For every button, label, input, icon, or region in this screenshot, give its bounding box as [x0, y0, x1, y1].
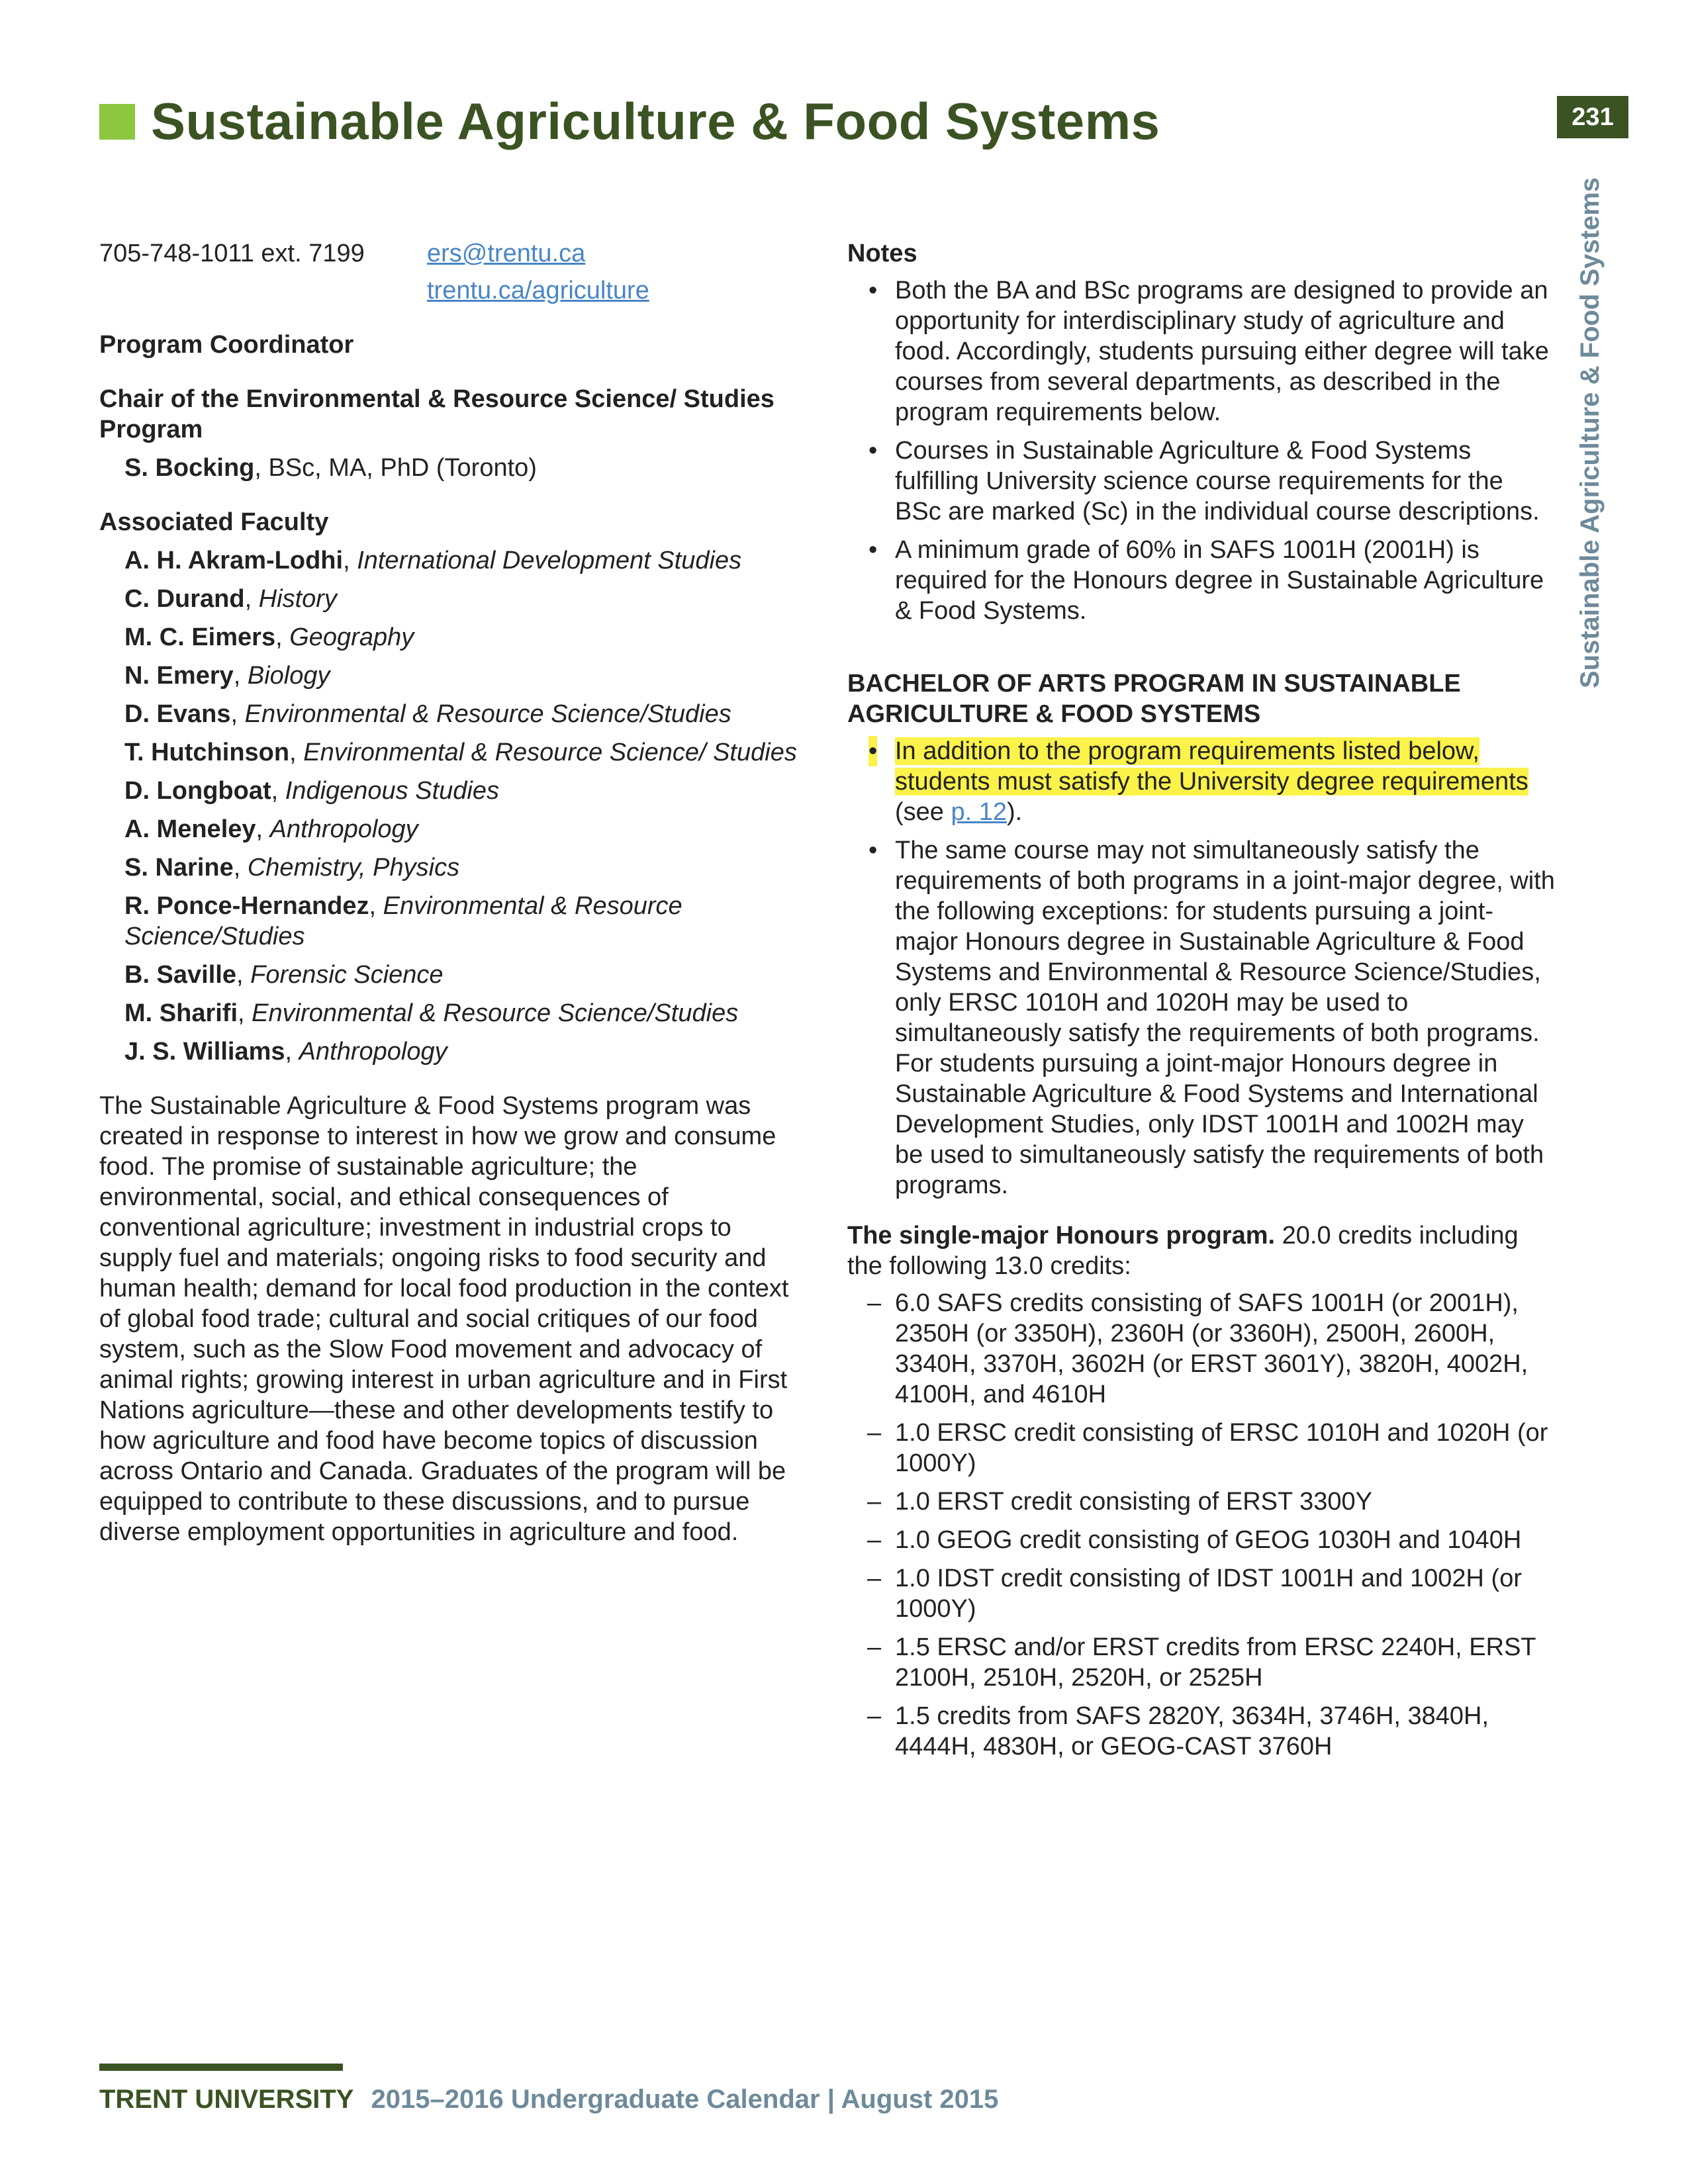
notes-heading: Notes: [847, 240, 917, 267]
coordinator-role: Chair of the Environmental & Resource Science/ Studies Program: [99, 385, 774, 443]
list-item: [847, 1701, 1556, 1762]
faculty-department: Environmental & Resource Science/ Studies: [303, 739, 797, 766]
requirement-text: 1.0 GEOG credit consisting of GEOG 1030H and 1040H: [895, 1526, 1522, 1554]
faculty-separator: ,: [230, 700, 245, 728]
faculty-member: [99, 737, 801, 768]
bullet-icon: •: [868, 277, 878, 304]
faculty-member: [99, 699, 801, 729]
faculty-name: A. Meneley: [124, 815, 256, 843]
ba-program-heading: BACHELOR OF ARTS PROGRAM IN SUSTAINABLE AGRICULTURE & FOOD SYSTEMS: [847, 670, 1461, 728]
website-link[interactable]: trentu.ca/agriculture: [427, 277, 649, 304]
faculty-department: Environmental & Resource Science/Studies: [244, 700, 731, 728]
list-item: [847, 1563, 1556, 1624]
faculty-member: [99, 622, 801, 653]
faculty-member: [99, 998, 801, 1028]
faculty-department: Chemistry, Physics: [247, 854, 460, 882]
list-item: [847, 1632, 1556, 1693]
faculty-member: [99, 852, 801, 883]
faculty-list: [99, 545, 801, 1067]
faculty-department: Anthropology: [269, 815, 418, 843]
faculty-department: Forensic Science: [250, 961, 444, 989]
faculty-name: M. Sharifi: [124, 999, 238, 1027]
page-title-text: Sustainable Agriculture & Food Systems: [151, 92, 1160, 150]
honours-credits: 20.0 credits including the following 13.0 credits:: [847, 1222, 1519, 1280]
list-item: [847, 535, 1556, 626]
contact-phone: 705-748-1011 ext. 7199: [99, 240, 365, 267]
faculty-name: S. Narine: [124, 854, 234, 882]
program-intro: The Sustainable Agriculture & Food Systems program was created in response to interest in how we grow and consume food. The promise of sustainable agriculture; the environmental, social, and ethical consequences of conventional agriculture; investment in industrial crops to supply fuel and materials; ongoing risks to food security and human health; demand for local food production in the context of global food trade; cultural and social critiques of our food system, such as the Slow Food movement and advocacy of animal rights; growing interest in urban agriculture and in First Nations agriculture—these and other developments testify to how agriculture and food have become topics of discussion across Ontario and Canada. Graduates of the program will be equipped to contribute to these discussions, and to pursue diverse employment opportunities in agriculture and food.: [99, 1092, 789, 1546]
list-item: [847, 835, 1556, 1201]
faculty-separator: ,: [275, 623, 290, 651]
list-item: [847, 275, 1556, 428]
see-prefix: (see: [895, 798, 951, 826]
faculty-department: Anthropology: [299, 1038, 447, 1066]
faculty-member: [99, 814, 801, 844]
faculty-separator: ,: [244, 585, 259, 613]
list-item: [847, 435, 1556, 527]
joint-major-rule: The same course may not simultaneously satisfy the requirements of both programs in a joint-major degree, with the following exceptions: for students pursuing a joint-major Honours degree in Sustainable Agriculture & Food Systems and Environmental & Resource Science/Studies, only ERSC 1010H and 1020H may be used to simultaneously satisfy the requirements of both programs. For students pursuing a joint-major Honours degree in Sustainable Agriculture & Food Systems and International Development Studies, only IDST 1001H and 1002H may be used to simultaneously satisfy the requirements of both programs.: [895, 837, 1555, 1199]
bullet-icon: •: [868, 437, 878, 465]
faculty-department: International Development Studies: [357, 547, 742, 574]
faculty-department: Indigenous Studies: [285, 777, 499, 805]
dash-icon: –: [867, 1633, 882, 1661]
faculty-member: [99, 660, 801, 691]
ba-program-list: [847, 736, 1556, 1201]
requirement-text: 1.0 ERST credit consisting of ERST 3300Y: [895, 1488, 1372, 1516]
faculty-department: Biology: [247, 662, 330, 690]
dash-icon: –: [867, 1702, 882, 1730]
coordinator-credentials: , BSc, MA, PhD (Toronto): [254, 454, 537, 482]
left-column: [99, 238, 801, 1547]
bullet-icon: •: [868, 536, 878, 564]
faculty-department: Geography: [289, 623, 414, 651]
faculty-heading: Associated Faculty: [99, 508, 329, 536]
faculty-member: [99, 584, 801, 614]
page-title: [99, 91, 1160, 152]
contact-row: [99, 238, 801, 306]
contact-links: [427, 238, 649, 306]
faculty-separator: ,: [271, 777, 285, 805]
faculty-name: D. Longboat: [124, 777, 271, 805]
footer-calendar: 2015–2016 Undergraduate Calendar | August 2015: [371, 2085, 999, 2114]
faculty-member: [99, 960, 801, 990]
faculty-member: [99, 776, 801, 806]
faculty-member: [99, 1036, 801, 1067]
list-item: [847, 1525, 1556, 1555]
requirement-text: 1.5 ERSC and/or ERST credits from ERSC 2240H, ERST 2100H, 2510H, 2520H, or 2525H: [895, 1633, 1536, 1692]
right-column: [847, 238, 1556, 1770]
honours-intro: [847, 1220, 1556, 1281]
notes-list: [847, 275, 1556, 626]
faculty-name: N. Emery: [124, 662, 234, 690]
note-text: Both the BA and BSc programs are designed to provide an opportunity for interdisciplinary study of agriculture and food. Accordingly, students pursuing either degree will take courses from several departments, as described in the program requirements below.: [895, 277, 1549, 426]
highlighted-requirement: In addition to the program requirements listed below, students must satisfy the University degree requirements: [895, 737, 1528, 796]
requirement-text: 1.0 ERSC credit consisting of ERSC 1010H and 1020H (or 1000Y): [895, 1419, 1548, 1477]
requirement-text: 1.0 IDST credit consisting of IDST 1001H and 1002H (or 1000Y): [895, 1565, 1522, 1623]
requirement-text: 1.5 credits from SAFS 2820Y, 3634H, 3746H, 3840H, 4444H, 4830H, or GEOG-CAST 3760H: [895, 1702, 1489, 1760]
dash-icon: –: [867, 1526, 882, 1554]
list-item: [847, 1486, 1556, 1517]
list-item: [847, 1418, 1556, 1479]
page-number: 231: [1557, 96, 1628, 138]
side-title: Sustainable Agriculture & Food Systems: [1575, 177, 1605, 688]
bullet-icon: •: [868, 737, 878, 765]
faculty-member: [99, 891, 801, 952]
bullet-icon: •: [868, 837, 878, 864]
coordinator-entry: [99, 453, 801, 483]
honours-label: The single-major Honours program.: [847, 1222, 1276, 1250]
coordinator-heading: Program Coordinator: [99, 331, 354, 359]
note-text: A minimum grade of 60% in SAFS 1001H (2001H) is required for the Honours degree in Sustainable Agriculture & Food Systems.: [895, 536, 1544, 625]
faculty-separator: ,: [369, 892, 383, 920]
faculty-member: [99, 545, 801, 576]
faculty-separator: ,: [285, 1038, 299, 1066]
faculty-name: J. S. Williams: [124, 1038, 285, 1066]
faculty-separator: ,: [256, 815, 270, 843]
honours-list: [847, 1288, 1556, 1762]
faculty-separator: ,: [236, 961, 251, 989]
footer-rule: [99, 2064, 343, 2071]
title-square-icon: [99, 104, 135, 140]
faculty-separator: ,: [289, 739, 304, 766]
list-item: [847, 1288, 1556, 1410]
faculty-name: B. Saville: [124, 961, 236, 989]
faculty-department: Environmental & Resource Science/Studies: [252, 999, 739, 1027]
list-item: [847, 736, 1556, 827]
faculty-separator: ,: [233, 662, 248, 690]
faculty-department: Environmental & Resource Science/Studies: [124, 892, 682, 950]
faculty-name: T. Hutchinson: [124, 739, 290, 766]
see-suffix: ).: [1007, 798, 1023, 826]
email-link[interactable]: ers@trentu.ca: [427, 240, 586, 267]
faculty-department: History: [258, 585, 337, 613]
page-reference-link[interactable]: p. 12: [951, 798, 1008, 826]
faculty-name: A. H. Akram-Lodhi: [124, 547, 344, 574]
note-text: Courses in Sustainable Agriculture & Food Systems fulfilling University science course requirements for the BSc are marked (Sc) in the individual course descriptions.: [895, 437, 1540, 525]
footer-university: TRENT UNIVERSITY: [99, 2085, 354, 2114]
faculty-separator: ,: [233, 854, 248, 882]
faculty-separator: ,: [238, 999, 252, 1027]
requirement-text: 6.0 SAFS credits consisting of SAFS 1001H (or 2001H), 2350H (or 3350H), 2360H (or 3360H), 2500H, 2600H, 3340H, 3370H, 3602H (or ERST 3601Y), 3820H, 4002H, 4100H, and 4610H: [895, 1289, 1528, 1408]
faculty-name: D. Evans: [124, 700, 231, 728]
faculty-name: C. Durand: [124, 585, 245, 613]
faculty-name: M. C. Eimers: [124, 623, 276, 651]
dash-icon: –: [867, 1419, 882, 1447]
dash-icon: –: [867, 1565, 882, 1592]
faculty-separator: ,: [343, 547, 357, 574]
footer: [99, 2085, 998, 2115]
dash-icon: –: [867, 1488, 882, 1516]
dash-icon: –: [867, 1289, 882, 1317]
faculty-name: R. Ponce-Hernandez: [124, 892, 369, 920]
coordinator-name: S. Bocking: [124, 454, 255, 482]
